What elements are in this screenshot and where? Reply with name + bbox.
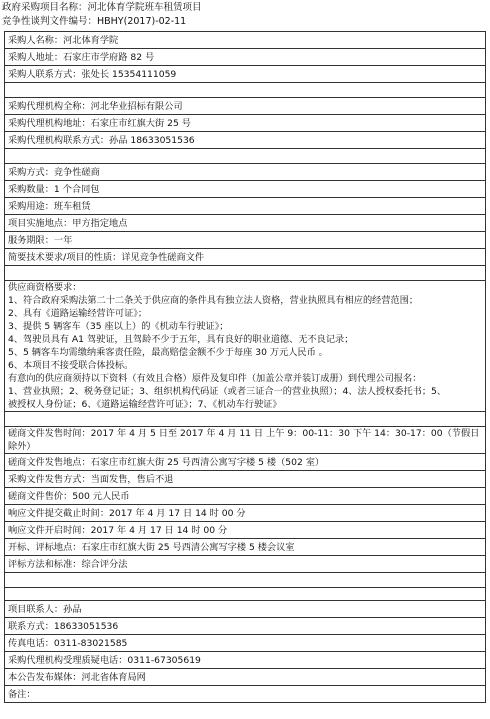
spacer-row	[5, 266, 486, 281]
technical-requirements: 简要技术要求/项目的性质：详见竞争性磋商文件	[5, 249, 486, 266]
spacer-row	[5, 83, 486, 98]
spacer-row	[5, 149, 486, 164]
qualification-item: 5、5 辆客车均需缴纳乘客责任险，最高赔偿金额不少于每座 30 万元人民币 。	[8, 347, 328, 358]
implementation-site: 项目实施地点：甲方指定地点	[5, 215, 486, 232]
required-documents-list: 被授权人身份证；6、《道路运输经营许可证》；7、《机动车行驶证》	[8, 399, 282, 410]
fax-number: 传真电话：0311-83021585	[5, 635, 486, 652]
document-price: 磋商文件售价：500 元人民币	[5, 488, 486, 505]
spacer-row	[5, 573, 486, 588]
document-release-time: 磋商文件发售时间：2017 年 4 月 5 日至 2017 年 4 月 11 日 上午 9：00-11：30 下午 14：30-17：00（节假日除外）	[5, 427, 486, 454]
purchaser-contact: 采购人联系方式：张处长 15354111059	[5, 66, 486, 83]
opening-location: 开标、评标地点：石家庄市红旗大街 25 号西清公寓写字楼 5 楼会议室	[5, 539, 486, 556]
purchaser-address: 采购人地址：石家庄市学府路 82 号	[5, 49, 486, 66]
response-opening-time: 响应文件开启时间：2017 年 4 月 17 日 14 时 00 分	[5, 522, 486, 539]
qualification-item: 4、驾驶员具有 A1 驾驶证，且驾龄不少于五年，具有良好的职业道德、无不良记录；	[8, 334, 354, 345]
agency-name: 采购代理机构全称：河北华业招标有限公司	[5, 98, 486, 115]
project-name-line: 政府采购项目名称：河北体育学院班车租赁项目	[2, 2, 202, 13]
agency-address: 采购代理机构地址：石家庄市红旗大街 25 号	[5, 115, 486, 132]
qualification-item: 2、具有《道路运输经营许可证》；	[8, 308, 148, 319]
purchaser-name: 采购人名称：河北体育学院	[5, 32, 486, 49]
procurement-use: 采购用途：班车租赁	[5, 198, 486, 215]
remarks: 备注：	[5, 686, 486, 703]
procurement-quantity: 采购数量：1 个合同包	[5, 181, 486, 198]
announcement-media: 本公告发布媒体：河北省体育局网	[5, 669, 486, 686]
service-period: 服务期限：一年	[5, 232, 486, 249]
qualification-item: 6、本项目不接受联合体投标。	[8, 360, 134, 371]
required-documents-intro: 有意向的供应商须持以下资料（有效且合格）原件及复印件（加盖公章并装订成册）到代理公司报名：	[8, 373, 422, 384]
qualification-item: 3、提供 5 辆客车（35 座以上）的《机动车行驶证》；	[8, 321, 229, 332]
document-number-line: 竞争性谈判文件编号：HBHY(2017)-02-11	[2, 16, 187, 27]
document-release-place: 磋商文件发售地点：石家庄市红旗大街 25 号西清公寓写字楼 5 楼（502 室）	[5, 454, 486, 471]
project-contact: 项目联系人：孙品	[5, 601, 486, 618]
procurement-method: 采购方式：竞争性磋商	[5, 164, 486, 181]
document-release-method: 采购文件发售方式：当面发售，售后不退	[5, 471, 486, 488]
agency-contact: 采购代理机构联系方式：孙品 18633051536	[5, 132, 486, 149]
spacer-row	[5, 588, 486, 601]
evaluation-method: 评标方法和标准：综合评分法	[5, 556, 486, 573]
contact-phone: 联系方式：18633051536	[5, 618, 486, 635]
complaint-phone: 采购代理机构受理质疑电话：0311-67305619	[5, 652, 486, 669]
qualification-item: 1、符合政府采购法第二十二条关于供应商的条件具有独立法人资格，营业执照具有相应的经营范围；	[8, 295, 419, 306]
spacer-row	[5, 412, 486, 427]
response-deadline: 响应文件提交截止时间：2017 年 4 月 17 日 14 时 00 分	[5, 505, 486, 522]
required-documents-list: 1、营业执照；2、税务登记证；3、组织机构代码证（或者三证合一的营业执照）；4、法人授权委托书；5、	[8, 386, 447, 397]
qualifications-heading: 供应商资格要求：	[8, 282, 82, 293]
supplier-qualifications	[5, 281, 486, 412]
announcement-table	[4, 31, 486, 703]
